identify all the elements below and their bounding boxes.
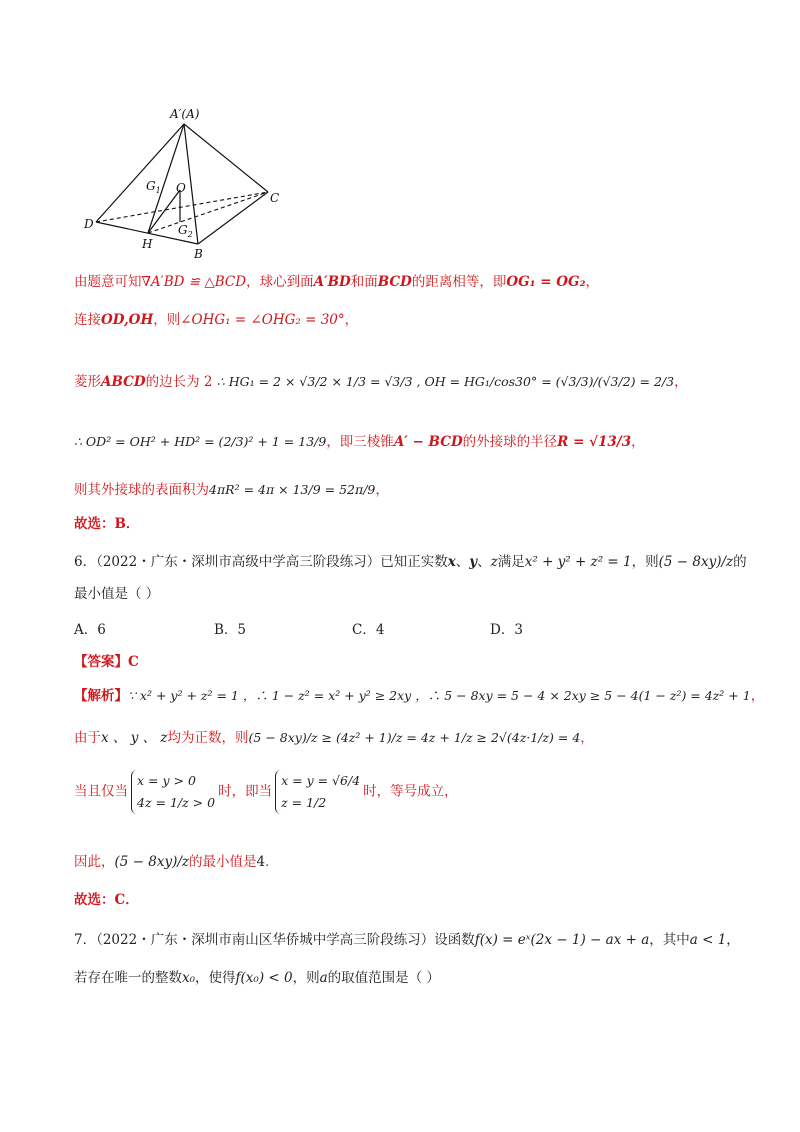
p6-math: (5 − 8xy)/z <box>658 554 734 570</box>
analysis-text: 均为正数，则 <box>167 730 249 746</box>
analysis-formula: ∵ x² + y² + z² = 1 ，∴ 1 − z² = x² + y² ≥ 2xy ，∴ 5 − 8xy = 5 − 4 × 2xy ≥ 5 − 4(1 − z²) = 4z² + 1 <box>128 688 751 703</box>
answer-label: 【答案】C <box>74 654 139 670</box>
p6-var: x <box>447 554 456 570</box>
sol5-text: ， <box>631 434 645 450</box>
edge-o-h <box>148 190 180 233</box>
option-c: C．4 <box>352 622 385 638</box>
analysis-text: 因此， <box>74 854 115 870</box>
p7-math: a <box>319 970 328 986</box>
pyramid-figure <box>82 104 302 264</box>
analysis-line1 <box>74 686 764 706</box>
p6-var: y <box>469 554 478 570</box>
analysis-text: ， <box>750 688 765 704</box>
sol5-math: ∇A′BD ≌ △BCD <box>141 274 247 290</box>
label-b: B <box>194 247 203 261</box>
edge-a-c <box>184 124 268 192</box>
analysis-text: 由于 <box>74 730 101 746</box>
analysis-math: (5 − 8xy)/z <box>114 854 190 870</box>
analysis-text: ， <box>580 730 594 746</box>
sol5-formula: ∴ HG₁ = 2 × √3/2 × 1/3 = √3/3 , OH = HG₁/cos30° = (√3/3)/(√3/2) = 2/3 <box>216 374 675 389</box>
analysis-label: 【解析】 <box>74 688 128 704</box>
sol5-line3 <box>74 372 688 392</box>
sol5-line4 <box>74 432 645 452</box>
sol5-text: 连接 <box>74 312 101 328</box>
sol5-math: R = √13/3 <box>557 434 632 450</box>
equality-system-2 <box>275 770 360 814</box>
sol5-text: 和面 <box>350 274 378 290</box>
problem7-stem1 <box>74 930 740 950</box>
analysis-text: 时，即当 <box>218 783 273 800</box>
sol5-line2 <box>74 310 358 330</box>
problem6-stem <box>74 552 747 572</box>
p6-text: 的 <box>733 554 747 570</box>
problem6-stem2: 最小值是（ ） <box>74 586 160 602</box>
analysis-text: ． <box>265 854 279 870</box>
sol5-text: ， <box>375 482 389 498</box>
p7-text: ，则 <box>292 970 320 986</box>
analysis-line4 <box>74 852 279 872</box>
sol5-text: 菱形 <box>74 374 101 390</box>
sol5-text: ， <box>585 274 599 290</box>
system-row: z = 1/2 <box>281 795 327 810</box>
sol5-text: 则其外接球的表面积为 <box>74 482 209 498</box>
analysis-math: 4 <box>256 854 266 870</box>
p6-text: 、 <box>455 554 470 570</box>
sol5-text: 的距离相等，即 <box>411 274 507 290</box>
sol5-math: ABCD <box>101 374 146 390</box>
p7-math: x₀ <box>182 970 196 986</box>
p7-math: a < 1 <box>689 932 727 948</box>
p7-math: f(x) = eˣ(2x − 1) − ax + a <box>474 932 650 948</box>
label-g1: $G_1$ <box>146 179 161 195</box>
analysis-text: 当且仅当 <box>74 783 128 800</box>
system-row: x = y > 0 <box>137 773 196 788</box>
sol5-text: 的边长为 2 <box>145 374 213 390</box>
edge-a-d <box>96 124 184 222</box>
analysis-formula: (5 − 8xy)/z ≥ (4z² + 1)/z = 4z + 1/z ≥ 2√(4z·1/z) = 4 <box>248 730 581 745</box>
p7-text: 7．（2022・广东・深圳市南山区华侨城中学高三阶段练习）设函数 <box>74 932 475 948</box>
p6-math: x² + y² + z² = 1 <box>524 554 632 570</box>
sol5-text: ，即三棱锥 <box>326 434 394 450</box>
sol5-formula: ∴ OD² = OH² + HD² = (2/3)² + 1 = 13/9 <box>74 434 327 449</box>
analysis-line2 <box>74 728 594 748</box>
label-apex: A′(A) <box>170 107 200 121</box>
p7-text: ，使得 <box>195 970 236 986</box>
p7-text: 若存在唯一的整数 <box>74 970 182 986</box>
sol5-math: OG₁ = OG₂ <box>506 274 586 290</box>
sol5-text: ， <box>344 312 359 328</box>
equality-system-1 <box>131 770 215 814</box>
sol5-text: ， <box>674 374 688 390</box>
edge-h-c-dashed <box>148 192 268 233</box>
sol5-math: A′ − BCD <box>393 434 463 450</box>
sol5-math: A′BD <box>313 274 351 290</box>
edge-b-c <box>198 192 268 244</box>
sol5-text: ，则 <box>153 312 181 328</box>
sol5-choice: 故选：B． <box>74 516 140 532</box>
sol5-math: OD,OH <box>101 312 154 328</box>
sol5-text: 由题意可知 <box>74 274 142 290</box>
option-a: A．6 <box>74 622 106 638</box>
problem7-stem2 <box>74 968 440 988</box>
analysis-text: 时，等号成立， <box>363 783 458 800</box>
system-row: x = y = √6/4 <box>281 773 361 788</box>
p7-math: f(x₀) < 0 <box>235 970 293 986</box>
analysis-choice: 故选：C． <box>74 892 139 908</box>
p6-text: 满足 <box>497 554 525 570</box>
analysis-math: x 、 y 、 z <box>101 730 168 746</box>
sol5-text: ，球心到面 <box>246 274 314 290</box>
p7-text: ，其中 <box>649 932 690 948</box>
p6-text: 、 <box>477 554 491 570</box>
sol5-line5 <box>74 480 389 500</box>
option-d: D．3 <box>490 622 523 638</box>
sol5-formula: 4πR² = 4π × 13/9 = 52π/9 <box>209 482 376 497</box>
analysis-text: 的最小值是 <box>189 854 257 870</box>
option-b: B．5 <box>214 622 247 638</box>
p6-text: ，则 <box>631 554 659 570</box>
sol5-math: ∠OHG₁ = ∠OHG₂ = 30° <box>180 312 345 328</box>
edge-d-c-dashed <box>96 192 268 222</box>
label-g2: $G_2$ <box>178 223 193 239</box>
analysis-line3 <box>74 770 458 814</box>
system-row: 4z = 1/z > 0 <box>137 795 216 810</box>
p6-text: 6．（2022・广东・深圳市高级中学高三阶段练习）已知正实数 <box>74 554 448 570</box>
label-c: C <box>270 191 280 205</box>
sol5-text: 的外接球的半径 <box>462 434 558 450</box>
label-o: O <box>176 181 186 195</box>
sol5-math: BCD <box>377 274 412 290</box>
label-h: H <box>142 237 153 251</box>
p7-text: 的取值范围是（ ） <box>327 970 440 986</box>
label-d: D <box>84 217 94 231</box>
p7-text: ， <box>726 932 740 948</box>
sol5-line1 <box>74 272 599 292</box>
p6-var: z <box>490 554 498 570</box>
